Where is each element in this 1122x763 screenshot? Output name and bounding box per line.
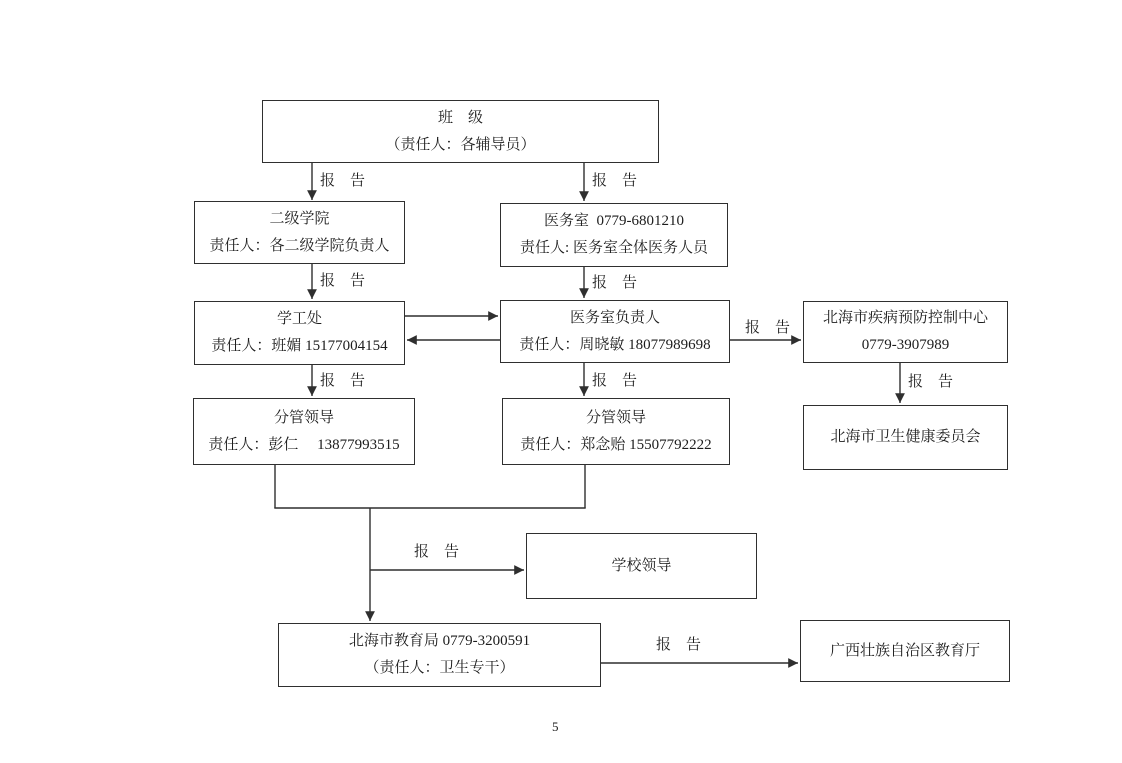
node-erji-xueyuan-title: 二级学院 [269, 210, 330, 227]
node-yiwushi-fuzeren-subtitle: 责任人：周晓敏 18077989698 [519, 336, 711, 353]
page-number: 5 [552, 719, 559, 734]
node-jiaoyuju-subtitle: （责任人：卫生专干） [364, 660, 515, 676]
node-banji-subtitle: （责任人：各辅导员） [385, 136, 536, 153]
node-xuexiao-lingdao-title: 学校领导 [611, 557, 672, 574]
node-yiwushi-fuzeren [500, 300, 730, 363]
node-fenguan-yiwu-title: 分管领导 [585, 409, 646, 426]
node-banji-title: 班 级 [437, 109, 483, 126]
node-fenguan-yiwu [502, 398, 730, 465]
report-label-jikong-weijianwei: 报 告 [908, 374, 954, 390]
node-yiwushi-subtitle: 责任人: 医务室全体医务人员 [520, 240, 708, 256]
report-label-yiwushi-fuzeren: 报 告 [592, 275, 638, 291]
node-yiwushi-fuzeren-title: 医务室负责人 [569, 309, 660, 326]
node-jiaoyuju-title: 北海市教育局 0779-3200591 [348, 633, 531, 649]
node-fenguan-xuegong [193, 398, 415, 465]
report-label-fuzeren-jikong: 报 告 [745, 320, 791, 336]
node-fenguan-xuegong-title: 分管领导 [273, 409, 334, 426]
node-fenguan-yiwu-subtitle: 责任人：郑念贻 15507792222 [520, 436, 712, 453]
report-label-merge-xuexiao: 报 告 [414, 544, 460, 560]
node-xuexiao-lingdao [526, 533, 757, 599]
node-banji [262, 100, 659, 163]
node-jikong-zhongxin [803, 301, 1008, 363]
node-jikong-zhongxin-title: 北海市疾病预防控制中心 [822, 310, 988, 326]
report-label-banji-erji: 报 告 [320, 173, 366, 189]
node-jiaoyuju [278, 623, 601, 687]
report-label-jiaoyuju-jiaoyuting: 报 告 [656, 637, 702, 653]
report-label-erji-xuegongchu: 报 告 [320, 273, 366, 289]
node-jikong-zhongxin-phone: 0779-3907989 [861, 337, 950, 353]
node-jiaoyuting-title: 广西壮族自治区教育厅 [829, 642, 980, 659]
node-erji-xueyuan-subtitle: 责任人：各二级学院负责人 [209, 237, 390, 254]
report-label-banji-yiwushi: 报 告 [592, 173, 638, 189]
node-fenguan-xuegong-subtitle: 责任人：彭仁 13877993515 [208, 436, 400, 453]
report-label-xuegongchu-fenguan: 报 告 [320, 373, 366, 389]
node-erji-xueyuan [194, 201, 405, 264]
node-xuegongchu [194, 301, 405, 365]
node-weijianwei-title: 北海市卫生健康委员会 [830, 429, 981, 445]
node-weijianwei [803, 405, 1008, 470]
node-yiwushi-title: 医务室 0779-6801210 [544, 213, 684, 229]
node-xuegongchu-title: 学工处 [276, 311, 322, 327]
report-label-fuzeren-fenguan: 报 告 [592, 373, 638, 389]
node-yiwushi [500, 203, 728, 267]
node-jiaoyuting [800, 620, 1010, 682]
node-xuegongchu-subtitle: 责任人：班媚 15177004154 [211, 338, 388, 354]
